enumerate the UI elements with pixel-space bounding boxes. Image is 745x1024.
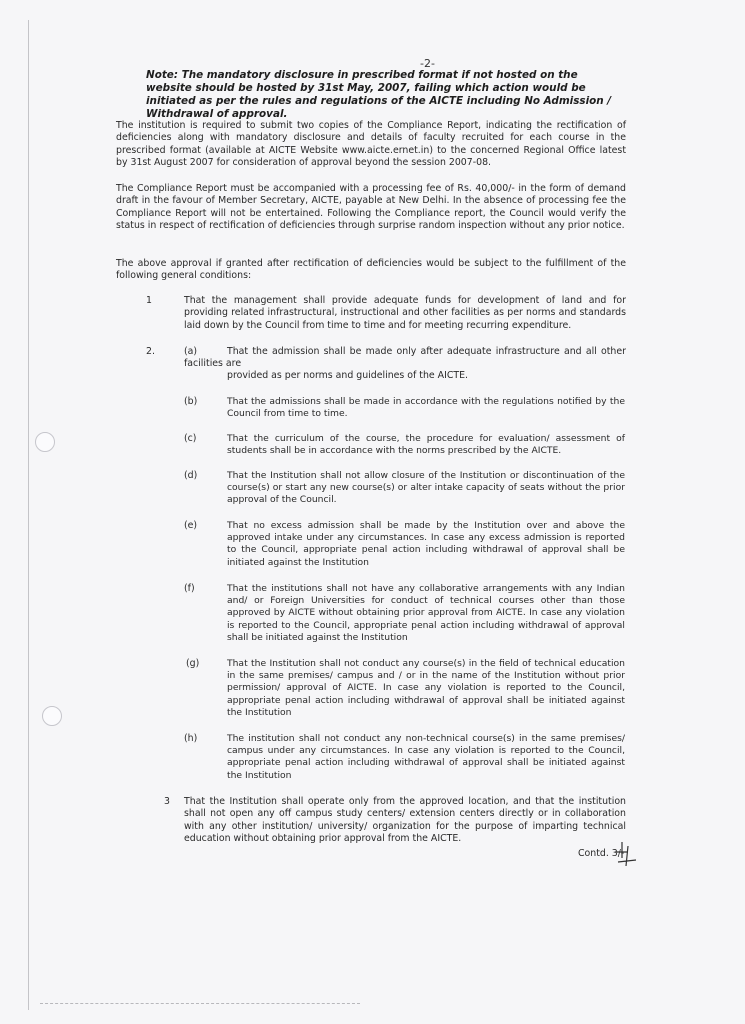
sub-item-text: That no excess admission shall be made by the Institution over and above the approved intake under any circumstances. In case any excess admission is reported to the Council, appropriate penal action including withdrawal of approval shall be initiated against the Institution <box>227 520 625 568</box>
sub-item-label: (c) <box>184 433 197 444</box>
continued-marker: Contd. 3/- <box>578 848 625 859</box>
paragraph-general-conditions: The above approval if granted after rectification of deficiencies would be subject to the fulfillment of the following general conditions: <box>116 258 626 282</box>
condition-item: That the management shall provide adequate funds for development of land and for providing related infrastructural, instructional and other facilities as per norms and standards laid down by the Council from time to time and for meeting recurring expenditure. <box>184 295 626 331</box>
sub-item-text: That the Institution shall not conduct any course(s) in the field of technical education in the same premises/ campus and / or in the name of the Institution without prior permission/ approval of AICTE. In case any violation is reported to the Council, appropriate penal action including withdrawal of approval shall be initiated against the Institution <box>227 658 625 718</box>
note-heading: Note: The mandatory disclosure in prescribed format if not hosted on the website should be hosted by 31st May, 2007, failing which action would be initiated as per the rules and regulations of the AICTE including No Admission / Withdrawal of approval. <box>146 69 612 120</box>
sub-item-text: That the institutions shall not have any collaborative arrangements with any Indian and/ or Foreign Universities for conduct of technical courses other than those approved by AICTE without obtaining prior approval from AICTE. In case any violation is reported to the Council, appropriate penal action including withdrawal of approval shall be initiated against the Institution <box>227 583 625 643</box>
sub-item-label: (f) <box>184 583 195 594</box>
sub-item-text: That the Institution shall not allow closure of the Institution or discontinuation of the course(s) or start any new course(s) or alter intake capacity of seats without the prior approval of the Council. <box>227 470 625 506</box>
punch-hole-top <box>35 432 55 452</box>
page-edge-line <box>28 20 29 1010</box>
sub-item-label: (h) <box>184 733 198 744</box>
item-number: 2. <box>146 346 155 357</box>
sub-item-text: That the curriculum of the course, the procedure for evaluation/ assessment of students shall be in accordance with the norms prescribed by the AICTE. <box>227 433 625 457</box>
sub-item-text: The institution shall not conduct any non-technical course(s) in the same premises/ campus under any circumstances. In case any violation is reported to the Council, appropriate penal action including withdrawal of approval shall be initiated against the Institution <box>227 733 625 781</box>
condition-item: That the Institution shall operate only from the approved location, and that the institution shall not open any off campus study centers/ extension centers directly or in collaboration with any other institution/ university/ organization for the purpose of imparting technical education without obtaining prior approval from the AICTE. <box>184 796 626 845</box>
sub-item-label: (a) <box>184 346 198 357</box>
item-number: 1 <box>146 295 152 306</box>
sub-item-text: That the admissions shall be made in accordance with the regulations notified by the Council from time to time. <box>227 396 625 420</box>
sub-item-text: That the admission shall be made only after adequate infrastructure and all other facilities are <box>184 346 626 370</box>
sub-item-label: (b) <box>184 396 198 407</box>
handwritten-mark-icon <box>612 838 640 874</box>
item-number: 3 <box>164 796 170 807</box>
sub-item-label: (e) <box>184 520 198 531</box>
paragraph-processing-fee: The Compliance Report must be accompanied with a processing fee of Rs. 40,000/- in the form of demand draft in the favour of Member Secretary, AICTE, payable at New Delhi. In the absence of processing fee the Compliance Report will not be entertained. Following the Compliance report, the Council would verify the status in respect of rectification of deficiencies through surprise random inspection without any prior notice. <box>116 183 626 232</box>
sub-item-label: (g) <box>186 658 200 669</box>
sub-item-label: (d) <box>184 470 198 481</box>
sub-item-text-continued: provided as per norms and guidelines of the AICTE. <box>227 370 469 381</box>
paragraph-compliance-report: The institution is required to submit two copies of the Compliance Report, indicating the rectification of deficiencies along with mandatory disclosure and details of faculty recruited for each course in the prescribed format (available at AICTE Website www.aicte.ernet.in) to the concerned Regional Office latest by 31st August 2007 for consideration of approval beyond the session 2007-08. <box>116 120 626 169</box>
bottom-rule <box>40 1003 360 1005</box>
page-number: -2- <box>420 57 435 70</box>
punch-hole-bottom <box>42 706 62 726</box>
